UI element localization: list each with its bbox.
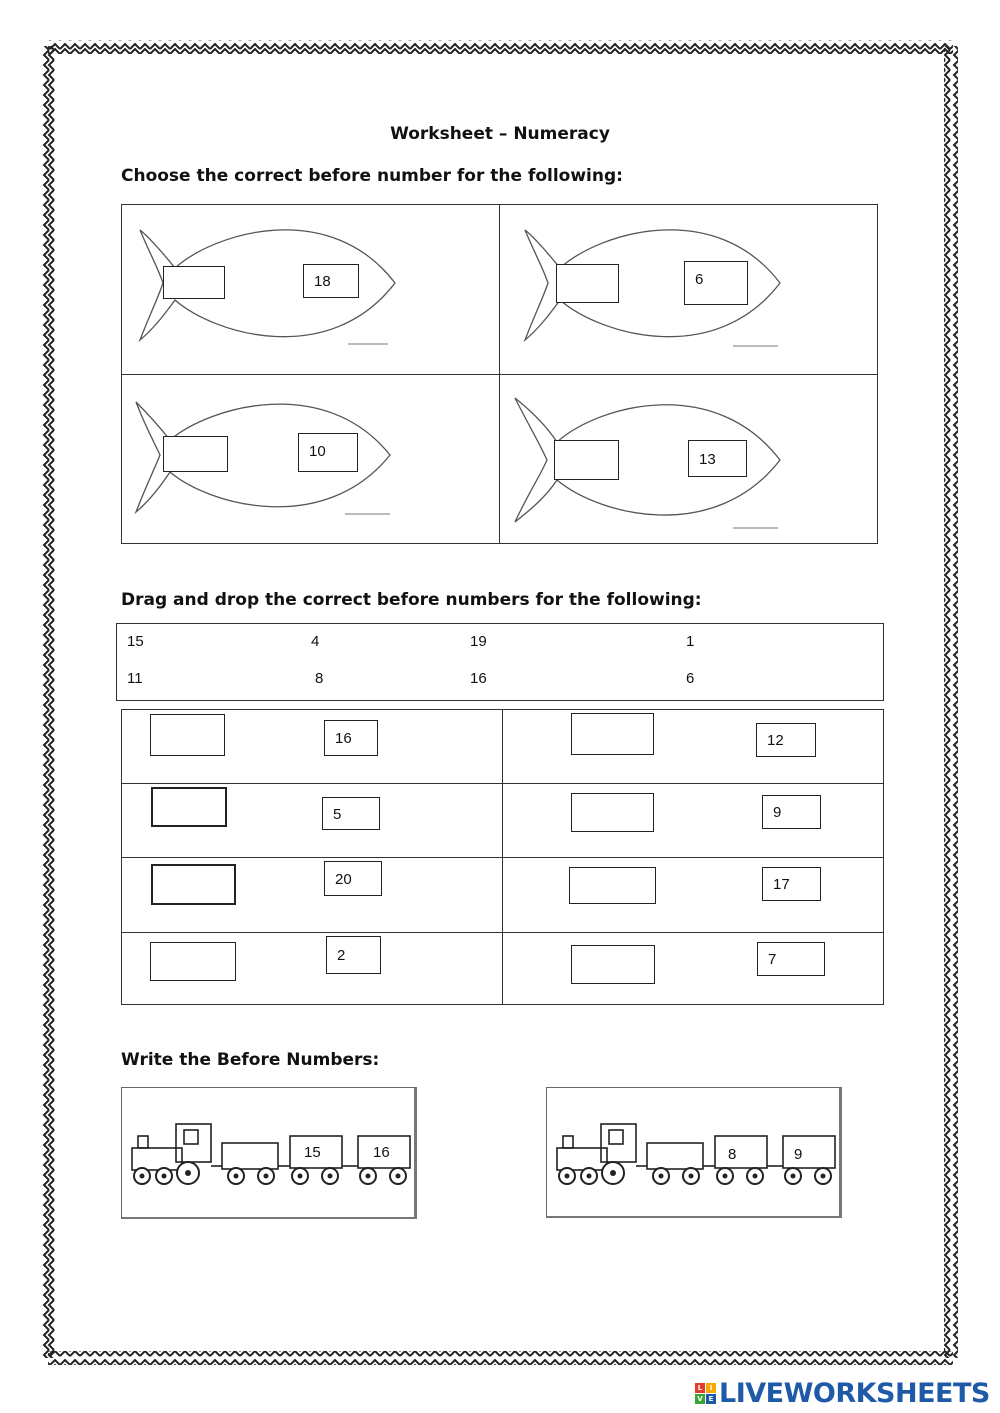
given-number-box: 2 (326, 936, 381, 974)
drop-box[interactable] (571, 793, 654, 832)
fish-watermark (348, 343, 388, 345)
drop-box[interactable] (150, 714, 225, 756)
drop-box[interactable] (569, 867, 656, 904)
drag-cell (502, 857, 884, 933)
train-car-number: 15 (304, 1144, 321, 1161)
given-number-box: 12 (756, 723, 816, 757)
bank-number[interactable]: 4 (311, 633, 320, 650)
drag-cell (502, 783, 884, 858)
given-number-box: 20 (324, 861, 382, 896)
drag-cell (502, 709, 884, 784)
liveworksheets-logo (695, 1378, 990, 1409)
bank-number[interactable]: 11 (127, 670, 143, 687)
logo-wordmark: LIVEWORKSHEETS (719, 1378, 990, 1409)
fish-answer-box-4[interactable] (554, 440, 619, 480)
bank-number[interactable]: 8 (315, 670, 324, 687)
section1-heading: Choose the correct before number for the following: (121, 166, 623, 186)
fish-drawings (0, 0, 1000, 600)
fish-number-box-3: 10 (298, 433, 358, 472)
logo-badge-letter: V (695, 1394, 705, 1404)
train-frame-1 (121, 1087, 417, 1219)
bank-number[interactable]: 1 (686, 633, 695, 650)
fish-number-box-2: 6 (684, 261, 748, 305)
drop-box[interactable] (571, 945, 655, 984)
given-number-box: 9 (762, 795, 821, 829)
fish-number-box-4: 13 (688, 440, 747, 477)
worksheet-title: Worksheet – Numeracy (390, 124, 610, 144)
logo-badge (695, 1383, 716, 1404)
section2-heading: Drag and drop the correct before numbers for the following: (121, 590, 702, 610)
bank-number[interactable]: 6 (686, 670, 695, 687)
fish-watermark (733, 345, 778, 347)
given-number-box: 16 (324, 720, 378, 756)
fish-answer-box-2[interactable] (556, 264, 619, 303)
train-frame-2 (546, 1087, 842, 1218)
drop-box[interactable] (151, 787, 227, 827)
bank-number[interactable]: 19 (470, 633, 487, 650)
fish-watermark (345, 513, 390, 515)
bank-number[interactable]: 15 (127, 633, 144, 650)
bank-number[interactable]: 16 (470, 670, 487, 687)
number-bank (116, 623, 884, 701)
drag-cell (502, 932, 884, 1005)
fish-answer-box-3[interactable] (163, 436, 228, 472)
logo-badge-letter: E (706, 1394, 716, 1404)
drop-box[interactable] (150, 942, 236, 981)
logo-badge-letter: L (695, 1383, 705, 1393)
fish-number-box-1: 18 (303, 264, 359, 298)
given-number-box: 7 (757, 942, 825, 976)
drop-box[interactable] (571, 713, 654, 755)
fish-answer-box-1[interactable] (163, 266, 225, 299)
section3-heading: Write the Before Numbers: (121, 1050, 380, 1070)
logo-badge-letter: I (706, 1383, 716, 1393)
given-number-box: 5 (322, 797, 380, 830)
train-car-number: 16 (373, 1144, 390, 1161)
train-car-number: 9 (794, 1146, 803, 1163)
drop-box[interactable] (151, 864, 236, 905)
given-number-box: 17 (762, 867, 821, 901)
fish-watermark (733, 527, 778, 529)
train-car-number: 8 (728, 1146, 737, 1163)
